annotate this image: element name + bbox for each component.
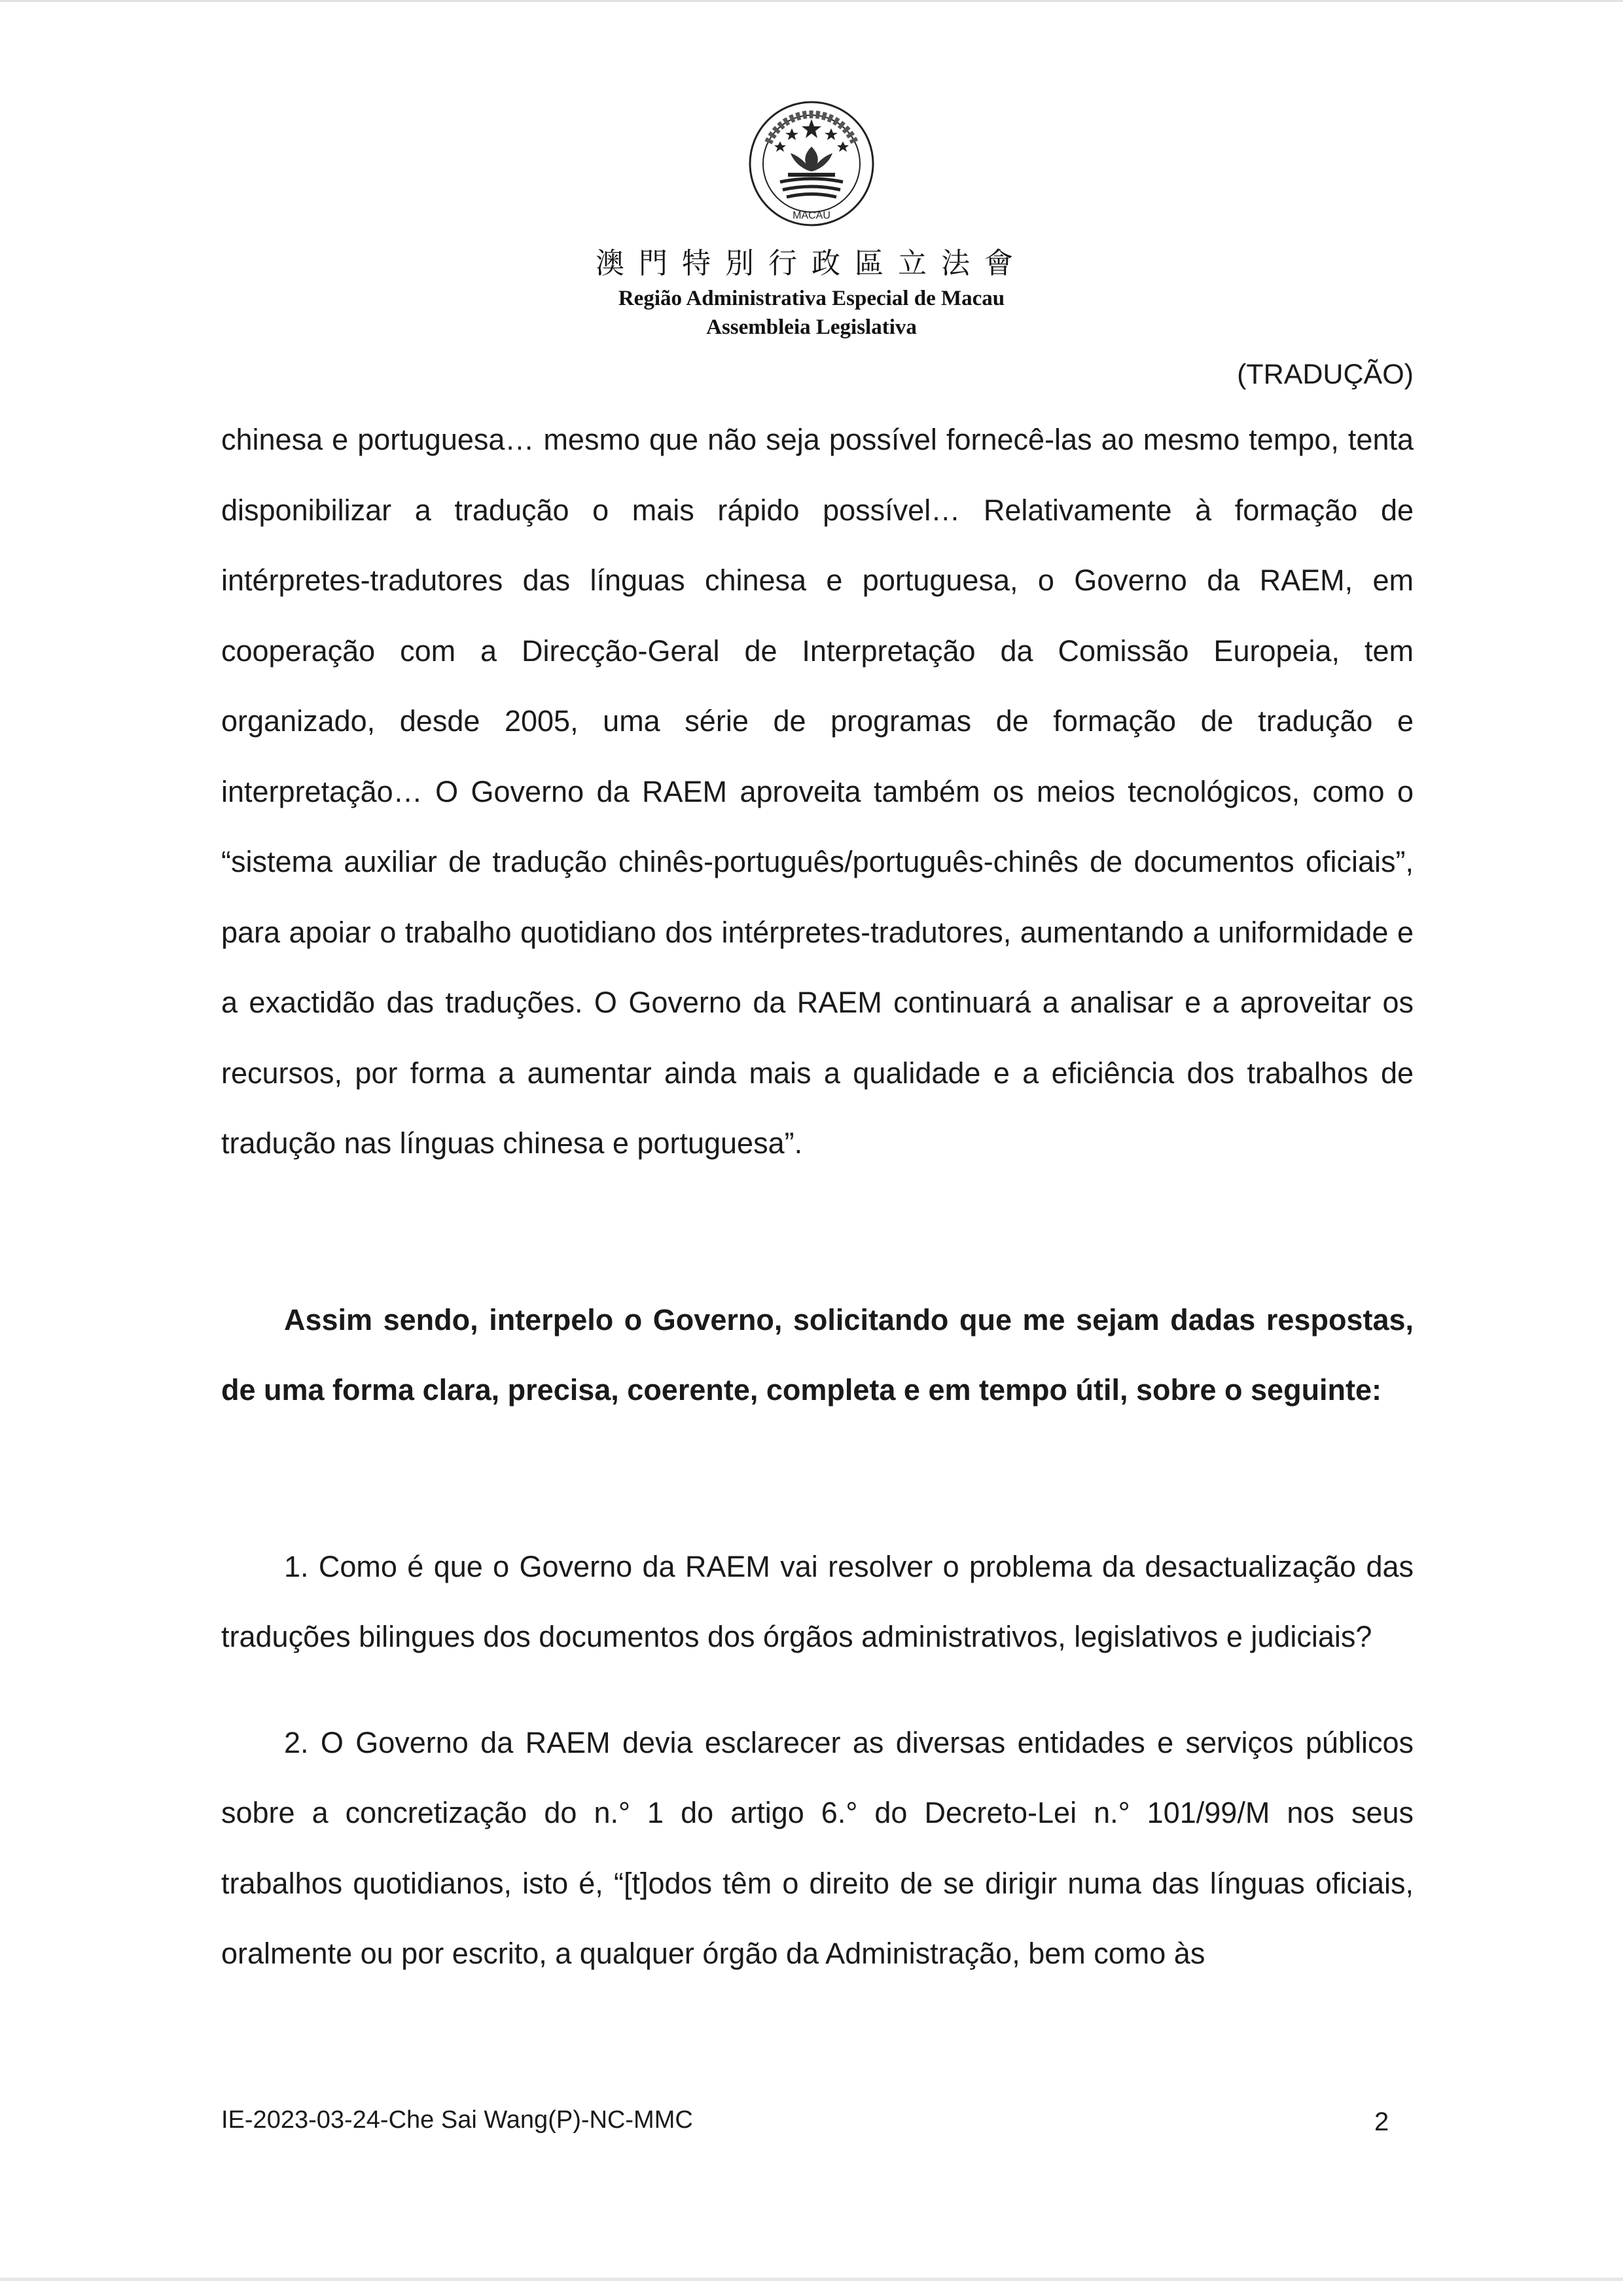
document-reference: IE-2023-03-24-Che Sai Wang(P)-NC-MMC bbox=[221, 2106, 693, 2134]
document-body bbox=[221, 404, 1414, 1989]
page-number: 2 bbox=[1374, 2108, 1389, 2136]
question-intro: Assim sendo, interpelo o Governo, solicitando que me sejam dadas respostas, de uma forma clara, precisa, coerente, completa e em tempo útil, sobre o seguinte: bbox=[221, 1302, 1414, 1407]
macau-emblem-icon bbox=[746, 98, 877, 229]
body-paragraph: chinesa e portuguesa… mesmo que não seja possível fornecê-las ao mesmo tempo, tenta disponibilizar a tradução o mais rápido possível… Relativamente à formação de intérpretes-tradutores das línguas chinesa e portuguesa, o Governo da RAEM, em cooperação com a Direcção-Geral de Interpretação da Comissão Europeia, tem organizado, desde 2005, uma série de programas de formação de tradução e interpretação… O Governo da RAEM aproveita também os meios tecnológicos, como o “sistema auxiliar de tradução chinês-português/português-chinês de documentos oficiais”, para apoiar o trabalho quotidiano dos intérpretes-tradutores, aumentando a uniformidade e a exactidão das traduções. O Governo da RAEM continuará a analisar e a aproveitar os recursos, por forma a aumentar ainda mais a qualidade e a eficiência dos trabalhos de tradução nas línguas chinesa e portuguesa”. bbox=[221, 423, 1414, 1160]
emblem-caption: MACAU bbox=[793, 210, 830, 221]
question-1: 1. Como é que o Governo da RAEM vai resolver o problema da desactualização das traduções bilingues dos documentos dos órgãos administrativos, legislativos e judiciais? bbox=[221, 1549, 1414, 1653]
scan-edge-bottom bbox=[0, 2278, 1623, 2281]
scan-edge-top bbox=[0, 0, 1623, 2]
letterhead bbox=[0, 98, 1623, 342]
question-2: 2. O Governo da RAEM devia esclarecer as diversas entidades e serviços públicos sobre a concretização do n.° 1 do artigo 6.° do Decreto-Lei n.° 101/99/M nos seus trabalhos quotidianos, isto é, “[t]odos têm o direito de se dirigir numa das línguas oficiais, oralmente ou por escrito, a qualquer órgão da Administração, bem como às bbox=[221, 1725, 1414, 1970]
translation-label: (TRADUÇÃO) bbox=[1237, 359, 1414, 390]
assembly-name: Assembleia Legislativa bbox=[706, 315, 917, 339]
chinese-institution-name: 澳門特別行政區立法會 bbox=[596, 247, 1027, 280]
region-name: Região Administrativa Especial de Macau bbox=[618, 287, 1005, 310]
